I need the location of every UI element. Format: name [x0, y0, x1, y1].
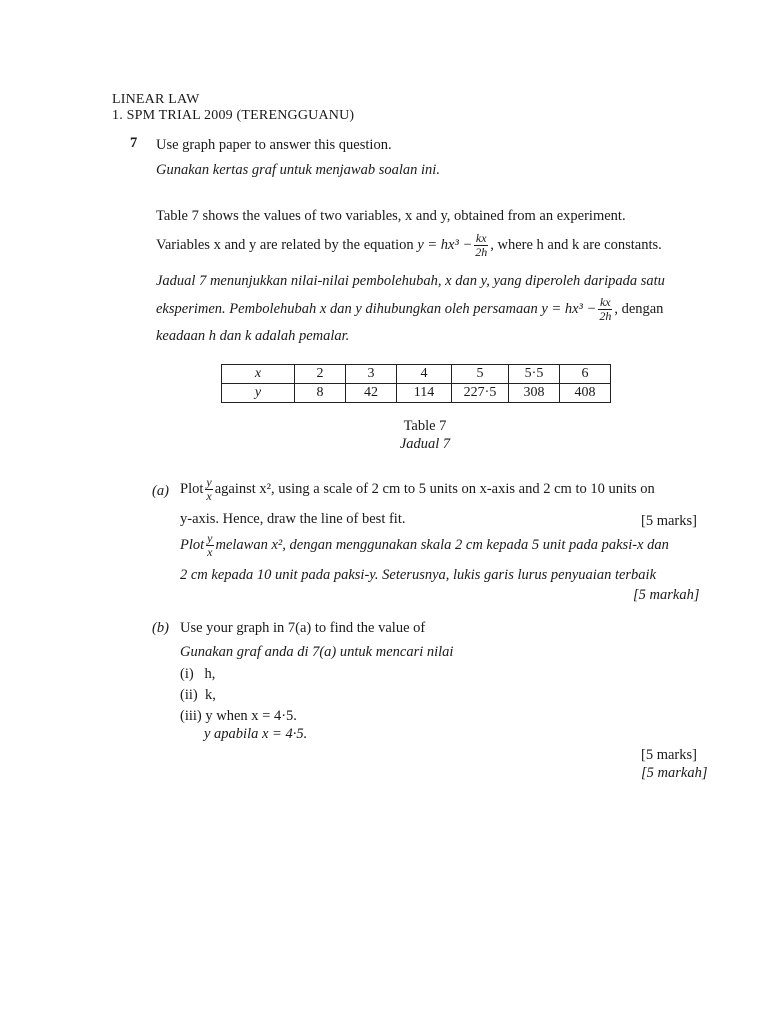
question-number: 7: [130, 135, 138, 151]
fraction-denominator-ms: x: [207, 545, 213, 559]
intro-en-line2-pre: Variables x and y are related by the equation: [156, 236, 414, 253]
source-title: 1. SPM TRIAL 2009 (TERENGGUANU): [112, 108, 355, 123]
table-caption-ms: Jadual 7: [399, 436, 451, 452]
table-cell: 3: [346, 365, 397, 384]
table-cell: 408: [560, 384, 611, 403]
table-cell: 42: [346, 384, 397, 403]
intro-en-line1: Table 7 shows the values of two variables, x and y, obtained from an experiment.: [156, 208, 626, 224]
y-over-x-fraction-ms: [206, 532, 213, 559]
intro-ms-line2: [156, 296, 663, 323]
equation-denominator-ms: 2h: [599, 309, 612, 323]
equation-numerator-ms: kx: [599, 295, 611, 309]
part-b-item-ii: (ii) k,: [180, 687, 216, 703]
part-a-label: (a): [152, 483, 169, 499]
fraction-denominator: x: [206, 489, 212, 503]
table-header-x: x: [222, 365, 295, 384]
part-a-en-line1: [180, 476, 655, 503]
part-a-ms-text1: melawan x², dengan menggunakan skala 2 cm kepada 5 unit pada paksi-x dan: [215, 536, 669, 553]
data-table: [221, 364, 611, 403]
table-cell: 8: [295, 384, 346, 403]
part-b-item-iii-ms: y apabila x = 4·5.: [204, 726, 308, 742]
instruction-ms: Gunakan kertas graf untuk menjawab soalan ini.: [156, 162, 440, 178]
equation-numerator: kx: [475, 231, 487, 245]
plot-word-ms: Plot: [180, 536, 205, 553]
table-header-y: y: [222, 384, 295, 403]
part-b-marks-ms: [5 markah]: [641, 765, 708, 781]
intro-en-line2-post: , where h and k are constants.: [490, 236, 662, 253]
table-cell: 6: [560, 365, 611, 384]
part-b-en: Use your graph in 7(a) to find the value of: [180, 620, 426, 636]
part-a-marks-en: [5 marks]: [641, 513, 697, 529]
fraction-numerator-ms: y: [207, 531, 213, 545]
y-over-x-fraction: [205, 476, 212, 503]
fraction-numerator: y: [206, 475, 212, 489]
intro-en-line2: [156, 232, 662, 259]
table-row-x: [222, 365, 611, 384]
intro-ms-line3: keadaan h dan k adalah pemalar.: [156, 328, 350, 344]
part-a-marks-ms: [5 markah]: [633, 587, 700, 603]
table-cell: 5: [452, 365, 509, 384]
instruction-en: Use graph paper to answer this question.: [156, 137, 392, 153]
part-a-ms-line2: 2 cm kepada 10 unit pada paksi-y. Seterusnya, lukis garis lurus penyuaian terbaik: [180, 567, 657, 583]
intro-ms-line1: Jadual 7 menunjukkan nilai-nilai pembolehubah, x dan y, yang diperoleh daripada satu: [156, 273, 665, 289]
plot-word: Plot: [180, 480, 204, 497]
table-cell: 2: [295, 365, 346, 384]
equation-fraction-ms: [598, 296, 612, 323]
part-a-en-text1: against x², using a scale of 2 cm to 5 units on x-axis and 2 cm to 10 units on: [214, 480, 655, 497]
intro-ms-line2-post: , dengan: [614, 300, 664, 317]
table-cell: 5·5: [509, 365, 560, 384]
table-cell: 4: [397, 365, 452, 384]
intro-ms-line2-pre: eksperimen. Pembolehubah x dan y dihubungkan oleh persamaan: [156, 300, 538, 317]
table-cell: 114: [397, 384, 452, 403]
table-cell: 308: [509, 384, 560, 403]
equation-fraction: [474, 232, 488, 259]
part-a-ms-line1: [180, 532, 669, 559]
table-caption-en: Table 7: [403, 418, 447, 434]
equation-lhs-ms: y = hx³ −: [541, 300, 597, 317]
part-b-ms: Gunakan graf anda di 7(a) untuk mencari nilai: [180, 644, 454, 660]
part-a-en-line2: y-axis. Hence, draw the line of best fit.: [180, 511, 406, 527]
equation-lhs: y = hx³ −: [417, 236, 473, 253]
topic-title: LINEAR LAW: [112, 92, 200, 107]
part-b-item-i: (i) h,: [180, 666, 216, 682]
equation-denominator: 2h: [475, 245, 488, 259]
part-b-label: (b): [152, 620, 169, 636]
table-row-y: [222, 384, 611, 403]
part-b-marks-en: [5 marks]: [641, 747, 697, 763]
part-b-item-iii: (iii) y when x = 4·5.: [180, 708, 297, 724]
table-cell: 227·5: [452, 384, 509, 403]
